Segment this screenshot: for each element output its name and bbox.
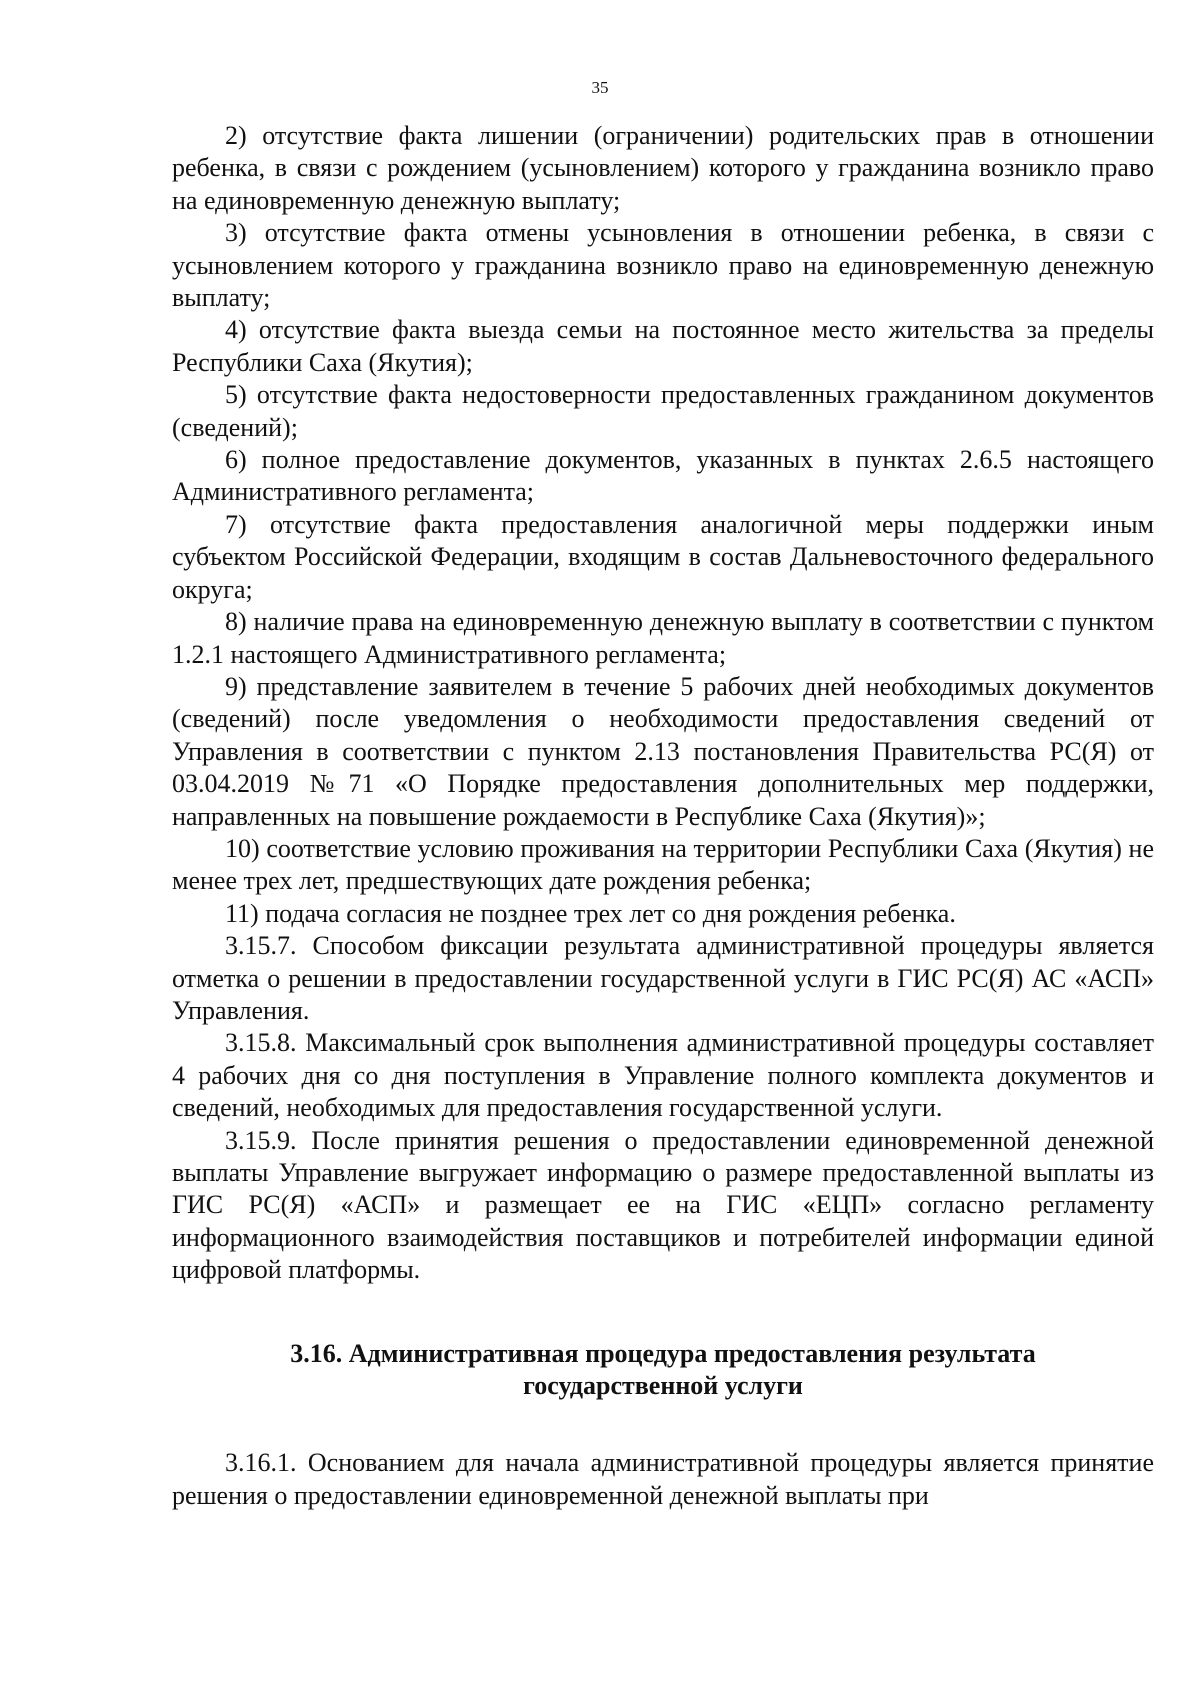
list-item-10: 10) соответствие условию проживания на территории Республики Саха (Якутия) не менее трех лет, предшествующих дате рождения ребенка; xyxy=(172,833,1154,896)
page-number: 35 xyxy=(591,78,609,97)
list-item-4: 4) отсутствие факта выезда семьи на постоянное место жительства за пределы Республики Саха (Якутия); xyxy=(172,315,1154,377)
section-heading-line-1: 3.16. Административная процедура предоставления результата xyxy=(290,1338,1036,1368)
section-heading-3-16 xyxy=(172,1338,1154,1403)
clause-3-16-1: 3.16.1. Основанием для начала административной процедуры является принятие решения о предоставлении единовременной денежной выплаты при xyxy=(172,1448,1154,1510)
document-body xyxy=(172,120,1154,1512)
list-item-6: 6) полное предоставление документов, указанных в пунктах 2.6.5 настоящего Административного регламента; xyxy=(172,445,1154,507)
list-item-5: 5) отсутствие факта недостоверности предоставленных гражданином документов (сведений); xyxy=(172,380,1154,442)
list-item-7: 7) отсутствие факта предоставления аналогичной меры поддержки иным субъектом Российской Федерации, входящим в состав Дальневосточного федерального округа; xyxy=(172,509,1154,604)
clause-3-15-7: 3.15.7. Способом фиксации результата административной процедуры является отметка о решении в предоставлении государственной услуги в ГИС РС(Я) АС «АСП» Управления. xyxy=(172,931,1154,1025)
list-item-8: 8) наличие права на единовременную денежную выплату в соответствии с пунктом 1.2.1 настоящего Административного регламента; xyxy=(172,607,1154,669)
clause-3-15-8: 3.15.8. Максимальный срок выполнения административной процедуры составляет 4 рабочих дня со дня поступления в Управление полного комплекта документов и сведений, необходимых для предоставления государственной услуги. xyxy=(172,1028,1154,1123)
list-item-2: 2) отсутствие факта лишении (ограничении) родительских прав в отношении ребенка, в связи с рождением (усыновлением) которого у гражданина возникло право на единовременную денежную выплату; xyxy=(172,121,1154,215)
list-item-11: 11) подача согласия не позднее трех лет со дня рождения ребенка. xyxy=(225,898,956,928)
section-heading-line-2: государственной услуги xyxy=(523,1371,803,1401)
list-item-9: 9) представление заявителем в течение 5 рабочих дней необходимых документов (сведений) после уведомления о необходимости предоставления сведений от Управления в соответствии с пунктом 2.13 постановления Правительства РС(Я) от 03.04.2019 №71 «О Порядке предоставления дополнительных мер поддержки, направленных на повышение рождаемости в Республике Саха (Якутия)»; xyxy=(172,671,1154,831)
list-item-3: 3) отсутствие факта отмены усыновления в отношении ребенка, в связи с усыновлением которого у гражданина возникло право на единовременную денежную выплату; xyxy=(172,218,1154,313)
clause-3-15-9: 3.15.9. После принятия решения о предоставлении единовременной денежной выплаты Управление выгружает информацию о размере предоставленной выплаты из ГИС РС(Я) «АСП» и размещает ее на ГИС «ЕЦП» согласно регламенту информационного взаимодействия поставщиков и потребителей информации единой цифровой платформы. xyxy=(172,1125,1154,1285)
